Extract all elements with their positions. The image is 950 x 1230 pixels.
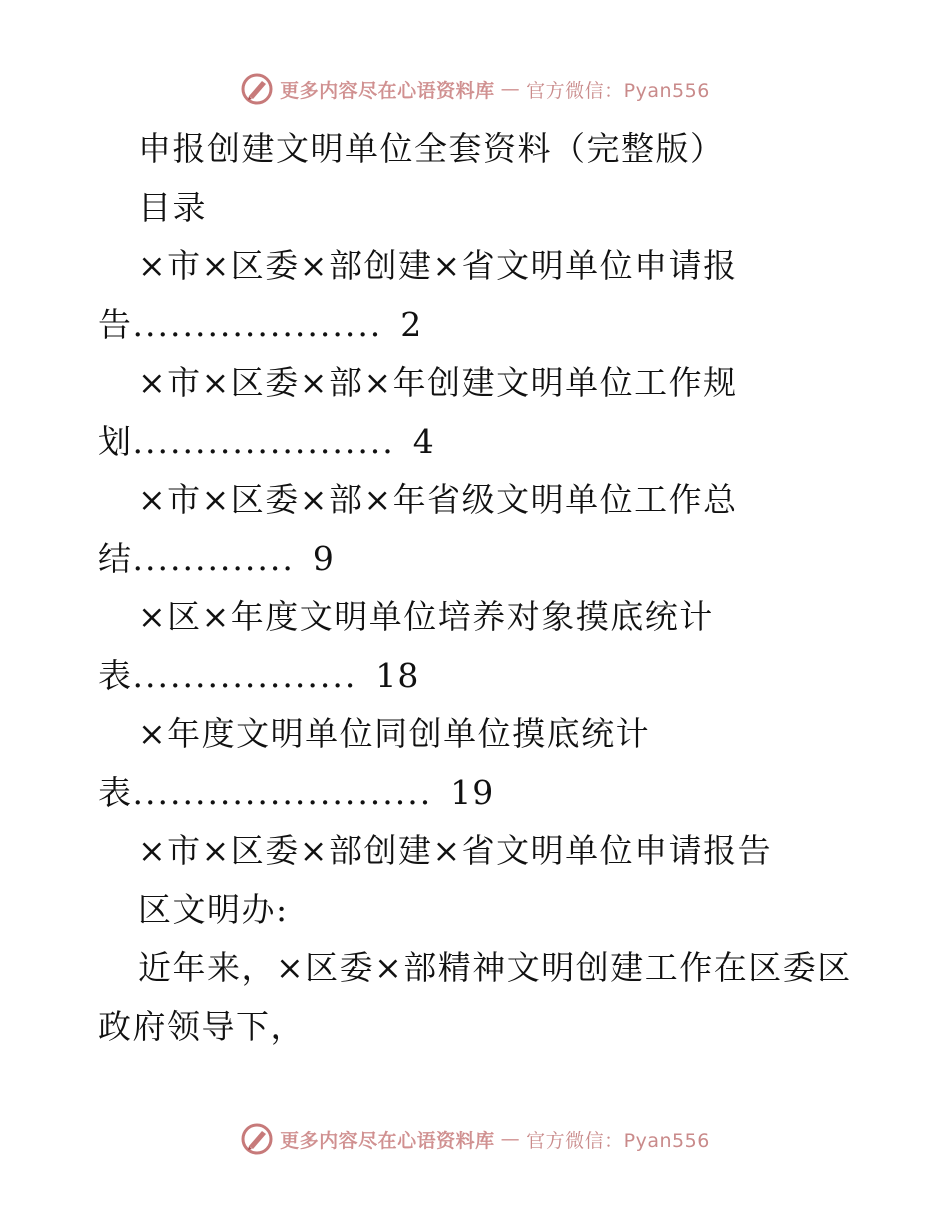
toc-leader-dots: ..................... [132,421,395,461]
toc-item-tail [98,296,868,355]
toc-item-tail-char: 结 [98,538,133,578]
watermark-text: 更多内容尽在心语资料库 [280,79,495,102]
toc-item-tail-char: 表 [98,772,133,812]
watermark-text: 更多内容尽在心语资料库 [280,1129,495,1152]
document-body [98,120,868,1056]
body-paragraph: 近年来，×区委×部精神文明创建工作在区委区 [138,948,852,987]
toc-leader-dots: .................... [132,304,383,344]
toc-item-tail [98,764,868,823]
watermark-account: 官方微信：Pyan556 [526,1129,710,1152]
toc-item-title: ×年度文明单位同创单位摸底统计 [138,714,651,753]
watermark-dash: — [500,78,521,100]
addressee: 区文明办: [138,889,289,929]
document-title: 申报创建文明单位全套资料（完整版） [138,129,725,168]
toc-leader-dots: .................. [132,655,358,695]
toc-item-tail-char: 划 [98,421,133,461]
body-paragraph-continued: 政府领导下， [98,1006,305,1046]
toc-list [98,237,868,822]
toc-item-tail-char: 告 [98,304,133,344]
toc-page-number: 18 [375,655,420,695]
toc-page-number: 4 [412,421,435,461]
toc-item-title: ×市×区委×部×年创建文明单位工作规 [138,363,738,402]
section-title: ×市×区委×部创建×省文明单位申请报告 [138,831,773,870]
watermark-header [0,72,950,106]
toc-leader-dots: ............. [132,538,295,578]
toc-page-number: 9 [312,538,335,578]
toc-item-tail [98,647,868,706]
watermark-dash: — [500,1128,521,1150]
toc-page-number: 2 [400,304,423,344]
watermark-footer [0,1122,950,1156]
toc-item-title: ×市×区委×部创建×省文明单位申请报 [138,246,738,285]
toc-item-tail [98,413,868,472]
pen-logo-icon [240,72,274,106]
toc-leader-dots: ........................ [132,772,433,812]
toc-item-title: ×区×年度文明单位培养对象摸底统计 [138,597,714,636]
pen-logo-icon [240,1122,274,1156]
toc-heading: 目录 [138,187,207,227]
toc-item-tail-char: 表 [98,655,133,695]
toc-page-number: 19 [450,772,495,812]
watermark-account: 官方微信：Pyan556 [526,79,710,102]
toc-item-title: ×市×区委×部×年省级文明单位工作总 [138,480,738,519]
toc-item-tail [98,530,868,589]
